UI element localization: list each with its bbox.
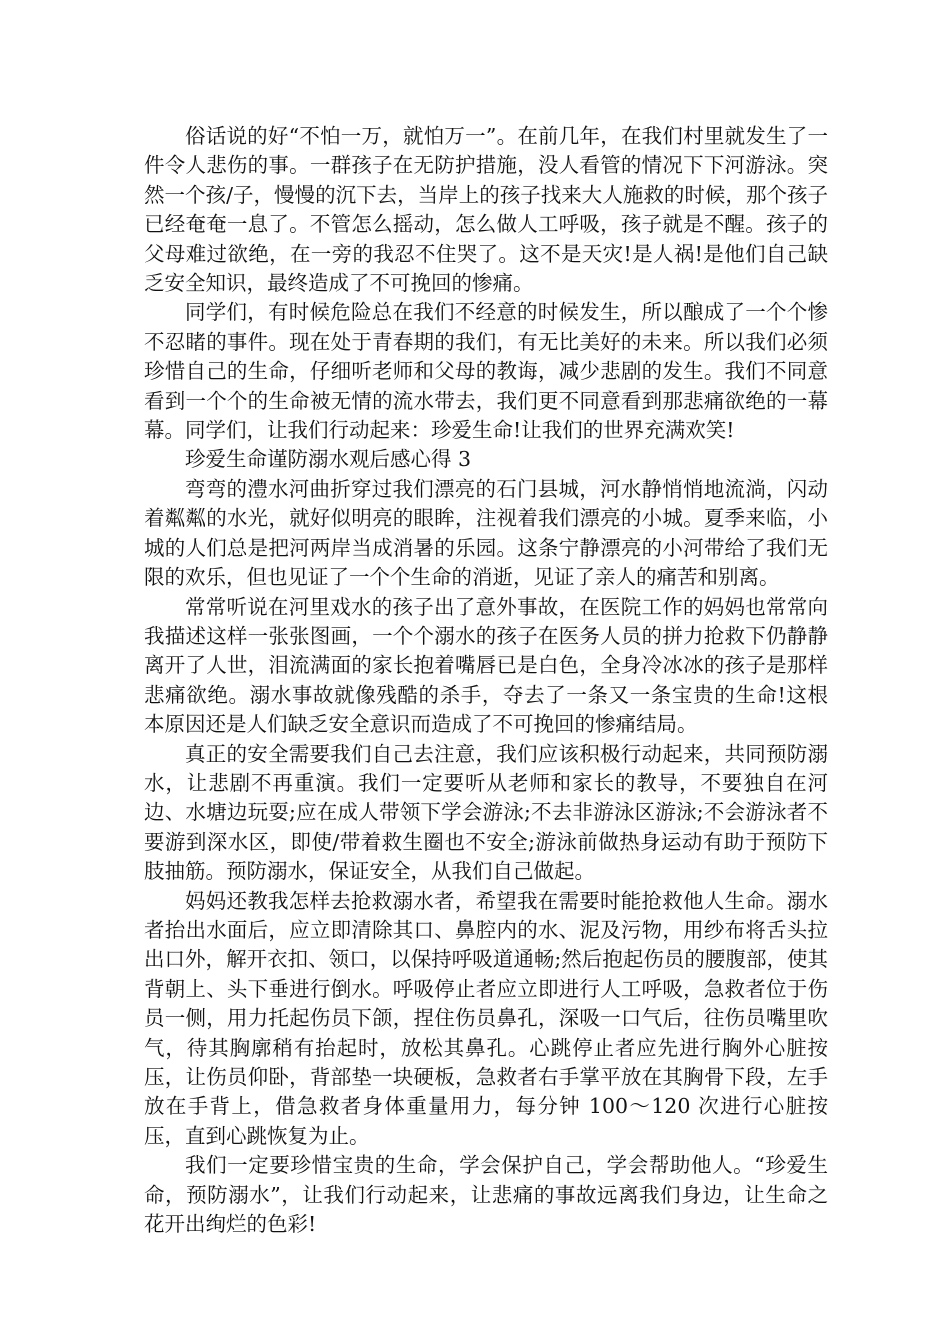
section-heading: 珍爱生命谨防溺水观后感心得 3 bbox=[185, 447, 472, 472]
paragraph: 弯弯的澧水河曲折穿过我们漂亮的石门县城，河水静悄悄地流淌，闪动着粼粼的水光，就好似明亮的眼眸，注视着我们漂亮的小城。夏季来临，小城的人们总是把河两岸当成消暑的乐园。这条宁静漂亮的小河带给了我们无限的欢乐，但也见证了一个个生命的消逝，见证了亲人的痛苦和别离。 bbox=[144, 476, 828, 590]
paragraph: 常常听说在河里戏水的孩子出了意外事故，在医院工作的妈妈也常常向我描述这样一张张图画，一个个溺水的孩子在医务人员的拼力抢救下仍静静离开了人世，泪流满面的家长抱着嘴唇已是白色，全身冷冰冰的孩子是那样悲痛欲绝。溺水事故就像残酷的杀手，夺去了一条又一条宝贵的生命!这根本原因还是人们缺乏安全意识而造成了不可挽回的惨痛结局。 bbox=[144, 594, 828, 737]
paragraph: 真正的安全需要我们自己去注意，我们应该积极行动起来，共同预防溺水，让悲剧不再重演。我们一定要听从老师和家长的教导，不要独自在河边、水塘边玩耍;应在成人带领下学会游泳;不去非游泳区游泳;不会游泳者不要游到深水区，即使/带着救生圈也不安全;游泳前做热身运动有助于预防下肢抽筋。预防溺水，保证安全，从我们自己做起。 bbox=[144, 741, 828, 884]
paragraph: 我们一定要珍惜宝贵的生命，学会保护自己，学会帮助他人。“珍爱生命，预防溺水”，让我们行动起来，让悲痛的事故远离我们身边，让生命之花开出绚烂的色彩! bbox=[144, 1153, 828, 1237]
paragraph: 俗话说的好“不怕一万，就怕万一”。在前几年，在我们村里就发生了一件令人悲伤的事。一群孩子在无防护措施，没人看管的情况下下河游泳。突然一个孩/子，慢慢的沉下去，当岸上的孩子找来大人施救的时候，那个孩子已经奄奄一息了。不管怎么摇动，怎么做人工呼吸，孩子就是不醒。孩子的父母难过欲绝，在一旁的我忍不住哭了。这不是天灾!是人祸!是他们自己缺乏安全知识，最终造成了不可挽回的惨痛。 bbox=[144, 124, 828, 296]
document-body bbox=[144, 122, 828, 1239]
paragraph: 同学们，有时候危险总在我们不经意的时候发生，所以酿成了一个个惨不忍睹的事件。现在处于青春期的我们，有无比美好的未来。所以我们必须珍惜自己的生命，仔细听老师和父母的教诲，减少悲剧的发生。我们不同意看到一个个的生命被无情的流水带去，我们更不同意看到那悲痛欲绝的一幕幕。同学们，让我们行动起来：珍爱生命!让我们的世界充满欢笑! bbox=[144, 300, 828, 443]
paragraph: 妈妈还教我怎样去抢救溺水者，希望我在需要时能抢救他人生命。溺水者抬出水面后，应立即清除其口、鼻腔内的水、泥及污物，用纱布将舌头拉出口外，解开衣扣、领口，以保持呼吸道通畅;然后抱起伤员的腰腹部，使其背朝上、头下垂进行倒水。呼吸停止者应立即进行人工呼吸，急救者位于伤员一侧，用力托起伤员下颌，捏住伤员鼻孔，深吸一口气后，往伤员嘴里吹气，待其胸廓稍有抬起时，放松其鼻孔。心跳停止者应先进行胸外心脏按压，让伤员仰卧，背部垫一块硬板，急救者右手掌平放在其胸骨下段，左手放在手背上，借急救者身体重量用力，每分钟 100～120 次进行心脏按压，直到心跳恢复为止。 bbox=[144, 888, 828, 1148]
